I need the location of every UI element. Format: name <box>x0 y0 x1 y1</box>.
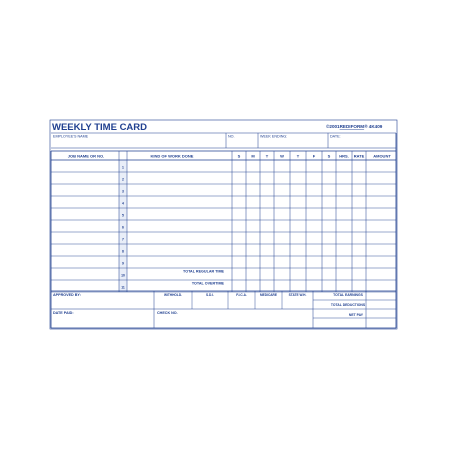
day-header-4: T <box>296 153 300 159</box>
job-name-header: JOB NAME OR NO. <box>67 153 105 159</box>
day-header-6: S <box>327 153 331 159</box>
approved-by-label: APPROVED BY: <box>53 293 81 297</box>
line-number: 7 <box>122 237 124 242</box>
day-header-1: M <box>251 153 255 159</box>
line-number: 4 <box>122 201 124 206</box>
check-no-label: CHECK NO. <box>157 311 178 315</box>
line-number: 1 <box>122 165 124 170</box>
total-earnings-label: TOTAL EARNINGS <box>333 293 363 297</box>
copyright-notice <box>326 123 383 129</box>
line-number: 6 <box>122 225 124 230</box>
deduction-label-4: STATE W.H. <box>288 293 307 297</box>
date-label: DATE: <box>330 134 341 139</box>
day-header-3: W <box>280 153 284 159</box>
total-regular-time-label: TOTAL REGULAR TIME <box>183 269 224 274</box>
number-label: NO. <box>228 134 235 139</box>
line-number: 8 <box>122 249 124 254</box>
total-overtime-label: TOTAL OVERTIME <box>191 281 224 286</box>
date-paid-label: DATE PAID: <box>53 311 74 315</box>
net-pay-label: NET PAY <box>348 313 364 317</box>
amount-header: AMOUNT <box>373 153 391 159</box>
form-title: WEEKLY TIME CARD <box>52 122 148 133</box>
day-header-5: F <box>312 153 316 159</box>
deduction-label-1: S.D.I. <box>206 293 214 297</box>
rate-header: RATE <box>353 153 365 159</box>
week-ending-label: WEEK ENDING: <box>260 134 288 139</box>
line-number: 11 <box>121 285 125 290</box>
hours-header: HRS. <box>339 153 349 159</box>
kind-of-work-header: KIND OF WORK DONE <box>150 153 194 159</box>
deduction-label-3: MEDICARE <box>259 293 278 297</box>
form-number: ® 4K409 <box>364 124 383 129</box>
line-number: 3 <box>122 189 124 194</box>
line-number: 2 <box>122 177 124 182</box>
deduction-label-0: WITHHOLD. <box>163 293 183 297</box>
line-number: 10 <box>121 273 125 278</box>
copyright-year: ©2001 <box>326 124 340 129</box>
brand-logo: REDIFORM <box>339 124 365 129</box>
day-header-0: S <box>237 153 241 159</box>
deduction-label-2: F.I.C.A. <box>236 293 247 297</box>
total-deductions-label: TOTAL DEDUCTIONS <box>330 303 366 307</box>
day-header-2: T <box>265 153 269 159</box>
employee-name-label: EMPLOYEE'S NAME <box>53 134 89 139</box>
line-number: 5 <box>122 213 124 218</box>
line-number: 9 <box>122 261 124 266</box>
